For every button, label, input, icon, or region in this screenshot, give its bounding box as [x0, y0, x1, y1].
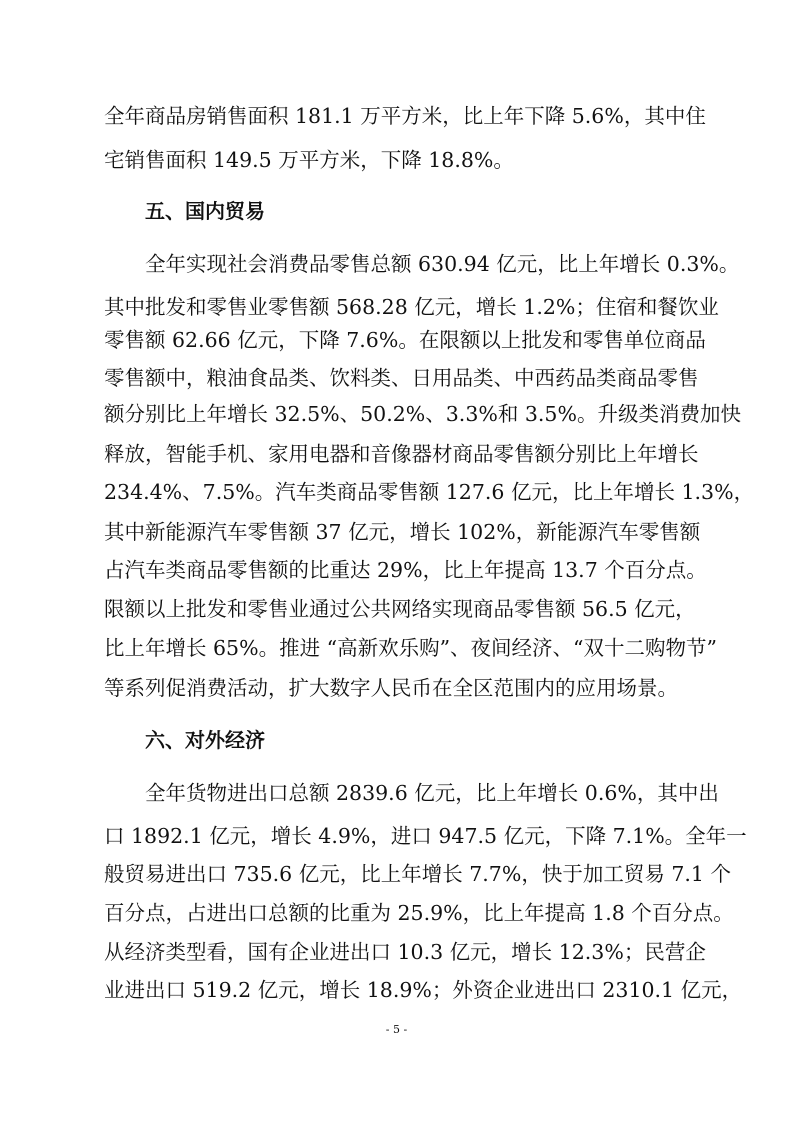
text-line: 宅销售面积 149.5 万平方米，下降 18.8%。	[104, 148, 514, 172]
text-line: 全年货物进出口总额 2839.6 亿元，比上年增长 0.6%，其中出	[145, 781, 719, 805]
text-line: 全年实现社会消费品零售总额 630.94 亿元，比上年增长 0.3%。	[145, 252, 740, 276]
text-line: 般贸易进出口 735.6 亿元，比上年增长 7.7%，快于加工贸易 7.1 个	[104, 862, 731, 886]
text-line: 零售额 62.66 亿元，下降 7.6%。在限额以上批发和零售单位商品	[104, 328, 706, 352]
text-line: 234.4%、7.5%。汽车类商品零售额 127.6 亿元，比上年增长 1.3%，	[104, 480, 755, 504]
text-line: 其中新能源汽车零售额 37 亿元，增长 102%，新能源汽车零售额	[104, 520, 701, 544]
text-line: 等系列促消费活动，扩大数字人民币在全区范围内的应用场景。	[104, 676, 678, 700]
text-line: 从经济类型看，国有企业进出口 10.3 亿元，增长 12.3%；民营企	[104, 940, 706, 964]
section-heading-foreign-economy: 六、对外经济	[145, 728, 265, 752]
section-heading-domestic-trade: 五、国内贸易	[145, 199, 265, 223]
text-line: 其中批发和零售业零售额 568.28 亿元，增长 1.2%；住宿和餐饮业	[104, 295, 719, 319]
text-line: 口 1892.1 亿元，增长 4.9%，进口 947.5 亿元，下降 7.1%。全年一	[104, 824, 747, 848]
text-line: 零售额中，粮油食品类、饮料类、日用品类、中西药品类商品零售	[104, 366, 699, 390]
page-number: - 5 -	[385, 1023, 408, 1036]
text-line: 限额以上批发和零售业通过公共网络实现商品零售额 56.5 亿元，	[104, 597, 696, 621]
text-line: 释放，智能手机、家用电器和音像器材商品零售额分别比上年增长	[104, 442, 699, 466]
text-line: 全年商品房销售面积 181.1 万平方米，比上年下降 5.6%，其中住	[104, 104, 706, 128]
text-line: 百分点，占进出口总额的比重为 25.9%，比上年提高 1.8 个百分点。	[104, 901, 734, 925]
text-line: 额分别比上年增长 32.5%、50.2%、3.3%和 3.5%。升级类消费加快	[104, 402, 741, 426]
text-line: 业进出口 519.2 亿元，增长 18.9%；外资企业进出口 2310.1 亿元，	[104, 978, 743, 1002]
text-line: 占汽车类商品零售额的比重达 29%，比上年提高 13.7 个百分点。	[104, 558, 707, 582]
text-line: 比上年增长 65%。推进 “高新欢乐购”、夜间经济、“双十二购物节”	[104, 636, 718, 660]
